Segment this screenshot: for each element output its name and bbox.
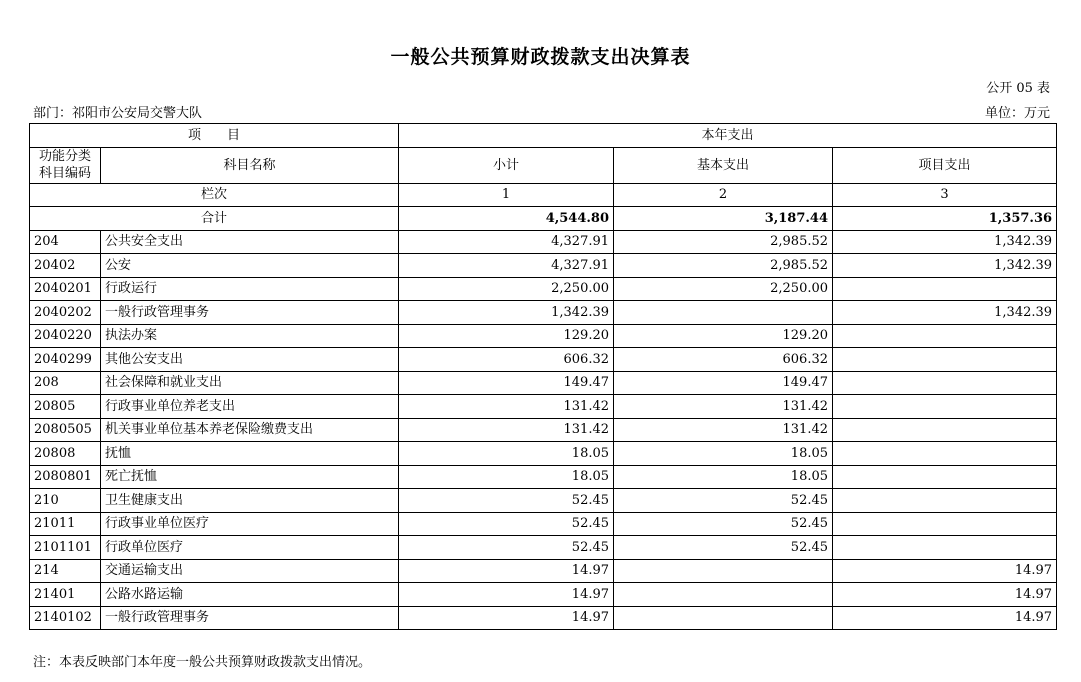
row-code: 2040202 [30,301,101,325]
row-subtotal: 606.32 [399,348,614,372]
row-code: 2101101 [30,536,101,560]
header-project: 项目支出 [833,147,1057,183]
row-basic: 52.45 [614,489,833,513]
row-subtotal: 18.05 [399,465,614,489]
row-code: 20402 [30,254,101,278]
header-subject-name: 科目名称 [101,147,399,183]
row-project: 14.97 [833,606,1057,630]
row-subtotal: 1,342.39 [399,301,614,325]
header-row-2 [30,147,1057,183]
table-row [30,559,1057,583]
row-subtotal: 52.45 [399,489,614,513]
row-subject-name: 公安 [101,254,399,278]
row-project [833,465,1057,489]
total-row [30,207,1057,231]
row-code: 21401 [30,583,101,607]
row-subtotal: 52.45 [399,536,614,560]
column-number-1: 1 [399,183,614,207]
row-basic: 52.45 [614,536,833,560]
header-func-code: 功能分类 科目编码 [30,147,101,183]
row-code: 2040201 [30,277,101,301]
header-subtotal: 小计 [399,147,614,183]
column-number-2: 2 [614,183,833,207]
total-basic: 3,187.44 [614,207,833,231]
row-basic [614,559,833,583]
row-subtotal: 2,250.00 [399,277,614,301]
expenditure-table [29,123,1057,630]
row-subject-name: 卫生健康支出 [101,489,399,513]
row-subject-name: 行政单位医疗 [101,536,399,560]
header-current-year: 本年支出 [399,124,1057,148]
row-project [833,277,1057,301]
row-basic: 131.42 [614,418,833,442]
total-project: 1,357.36 [833,207,1057,231]
table-row [30,301,1057,325]
row-subject-name: 一般行政管理事务 [101,606,399,630]
row-subject-name: 公路水路运输 [101,583,399,607]
row-subtotal: 52.45 [399,512,614,536]
row-subtotal: 14.97 [399,559,614,583]
header-item: 项 目 [30,124,399,148]
row-project [833,536,1057,560]
row-project [833,348,1057,372]
row-subtotal: 4,327.91 [399,254,614,278]
row-project [833,442,1057,466]
row-subtotal: 131.42 [399,395,614,419]
row-code: 210 [30,489,101,513]
column-number-3: 3 [833,183,1057,207]
table-row [30,324,1057,348]
row-basic [614,301,833,325]
table-row [30,606,1057,630]
row-basic: 52.45 [614,512,833,536]
row-subject-name: 公共安全支出 [101,230,399,254]
row-project [833,418,1057,442]
row-basic [614,583,833,607]
row-code: 20805 [30,395,101,419]
row-code: 2040299 [30,348,101,372]
row-basic: 131.42 [614,395,833,419]
row-project: 14.97 [833,559,1057,583]
table-row [30,230,1057,254]
table-row [30,418,1057,442]
row-code: 20808 [30,442,101,466]
table-row [30,583,1057,607]
row-subject-name: 机关事业单位基本养老保险缴费支出 [101,418,399,442]
row-subject-name: 行政事业单位医疗 [101,512,399,536]
row-subject-name: 一般行政管理事务 [101,301,399,325]
row-subtotal: 14.97 [399,583,614,607]
row-subject-name: 行政运行 [101,277,399,301]
row-project [833,324,1057,348]
row-project [833,371,1057,395]
column-number-row [30,183,1057,207]
row-subject-name: 交通运输支出 [101,559,399,583]
row-basic: 18.05 [614,465,833,489]
row-code: 204 [30,230,101,254]
row-basic: 2,985.52 [614,230,833,254]
row-project [833,395,1057,419]
row-project: 1,342.39 [833,254,1057,278]
department-label: 部门：祁阳市公安局交警大队 [33,106,203,121]
table-row [30,442,1057,466]
column-number-label: 栏次 [30,183,399,207]
row-subtotal: 131.42 [399,418,614,442]
row-basic: 2,250.00 [614,277,833,301]
row-code: 21011 [30,512,101,536]
row-code: 2080505 [30,418,101,442]
row-code: 2040220 [30,324,101,348]
row-project [833,512,1057,536]
report-title: 一般公共预算财政拨款支出决算表 [390,46,691,68]
form-number: 公开 05 表 [986,81,1050,96]
row-project: 1,342.39 [833,301,1057,325]
unit-label: 单位：万元 [984,106,1050,121]
row-subtotal: 4,327.91 [399,230,614,254]
footnote: 注：本表反映部门本年度一般公共预算财政拨款支出情况。 [33,655,372,670]
row-subtotal: 129.20 [399,324,614,348]
header-row-1 [30,124,1057,148]
row-basic: 2,985.52 [614,254,833,278]
table-row [30,465,1057,489]
row-subject-name: 执法办案 [101,324,399,348]
row-subtotal: 14.97 [399,606,614,630]
total-subtotal: 4,544.80 [399,207,614,231]
row-basic: 129.20 [614,324,833,348]
table-row [30,512,1057,536]
row-basic: 149.47 [614,371,833,395]
row-subject-name: 社会保障和就业支出 [101,371,399,395]
row-code: 2080801 [30,465,101,489]
row-code: 2140102 [30,606,101,630]
row-basic [614,606,833,630]
row-project: 14.97 [833,583,1057,607]
row-basic: 606.32 [614,348,833,372]
table-row [30,348,1057,372]
row-code: 208 [30,371,101,395]
row-subtotal: 149.47 [399,371,614,395]
table-row [30,277,1057,301]
table-row [30,254,1057,278]
table-row [30,371,1057,395]
row-subject-name: 死亡抚恤 [101,465,399,489]
row-subject-name: 行政事业单位养老支出 [101,395,399,419]
row-project [833,489,1057,513]
row-project: 1,342.39 [833,230,1057,254]
table-row [30,489,1057,513]
row-code: 214 [30,559,101,583]
table-row [30,536,1057,560]
total-label: 合计 [30,207,399,231]
header-basic: 基本支出 [614,147,833,183]
row-subtotal: 18.05 [399,442,614,466]
table-row [30,395,1057,419]
row-subject-name: 其他公安支出 [101,348,399,372]
row-subject-name: 抚恤 [101,442,399,466]
row-basic: 18.05 [614,442,833,466]
